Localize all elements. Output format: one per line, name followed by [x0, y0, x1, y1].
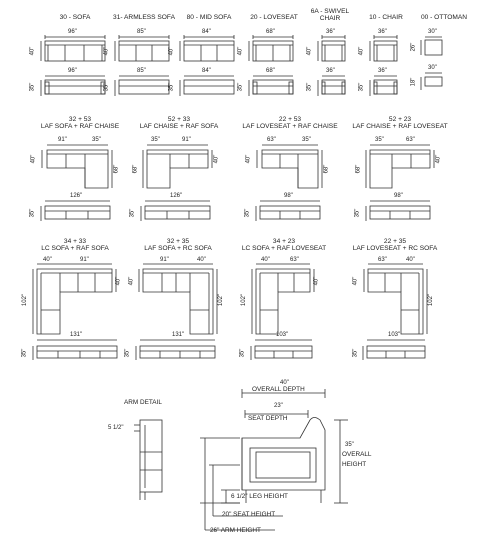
lsect-1-w1: 40" [43, 257, 52, 263]
chaise-4-w2: 63" [406, 137, 415, 143]
sofa-width-front: 96" [68, 68, 77, 74]
armless-sofa-title: 31- ARMLESS SOFA [113, 14, 175, 21]
lsect-2-height: 35" [124, 348, 131, 358]
chaise-4-name: LAF CHAISE + RAF LOVESEAT [352, 123, 448, 130]
chaise-3-depth: 40" [245, 154, 252, 164]
loveseat-height: 35" [237, 82, 244, 92]
lsect-3-height: 35" [239, 348, 246, 358]
mid-sofa-title: 80 - MID SOFA [186, 14, 232, 21]
chaise-1-overall: 126" [70, 193, 83, 199]
lsect-1-side: 102" [22, 293, 29, 307]
swivel-chair-width: 36" [326, 29, 335, 35]
lsect-3-depth: 40" [313, 276, 320, 286]
chaise-1-w2: 35" [92, 137, 101, 143]
lsect-3-w2: 63" [290, 257, 299, 263]
chaise-1-code: 32 + 53 [68, 116, 92, 123]
chaise-4-depth: 40" [435, 154, 442, 164]
lsect-4-name: LAF LOVESEAT + RC SOFA [352, 245, 438, 252]
ottoman-depth: 26" [410, 42, 417, 52]
chaise-sectional-3-drawing [256, 145, 322, 221]
chair-top-view [370, 35, 397, 61]
loveseat-front-view [249, 76, 293, 96]
chair-width-front: 36" [378, 68, 387, 74]
chaise-2-w2: 91" [182, 137, 191, 143]
loveseat-top-view [249, 35, 293, 61]
seat-depth-value: 23" [274, 403, 283, 409]
lsect-4-height: 35" [352, 348, 359, 358]
chair-front-view [370, 76, 397, 96]
chaise-sectional-2-drawing [141, 145, 212, 221]
arm-width-value: 5 1/2" [108, 425, 124, 431]
lsect-3-overall: 103" [276, 332, 289, 338]
lsect-1-code: 34 + 33 [63, 238, 87, 245]
lsect-4-side: 102" [428, 293, 435, 307]
chaise-1-name: LAF SOFA + RAF CHAISE [40, 123, 120, 130]
swivel-chair-title-2: CHAIR [319, 15, 341, 22]
chaise-2-w1: 35" [151, 137, 160, 143]
swivel-chair-height: 35" [306, 82, 313, 92]
l-sectional-3-drawing [251, 264, 314, 360]
lsect-3-w1: 40" [261, 257, 270, 263]
lsect-2-w1: 91" [160, 257, 169, 263]
armless-sofa-height: 35" [103, 82, 110, 92]
swivel-chair-top-view [318, 35, 345, 61]
chaise-3-depth2: 68" [323, 164, 330, 174]
ottoman-width-front: 30" [428, 65, 437, 71]
chair-width: 36" [378, 29, 387, 35]
chaise-3-w1: 63" [267, 137, 276, 143]
l-sectional-2-drawing [136, 264, 217, 360]
lsect-2-code: 32 + 35 [166, 238, 190, 245]
seat-depth-label: SEAT DEPTH [248, 415, 288, 422]
lsect-3-side: 102" [241, 293, 248, 307]
sofa-top-view [41, 35, 105, 61]
lsect-4-code: 22 + 35 [383, 238, 407, 245]
chair-depth: 40" [358, 46, 365, 56]
armless-sofa-top-view [115, 35, 169, 61]
lsect-1-w2: 91" [80, 257, 89, 263]
sofa-height: 35" [29, 82, 36, 92]
ottoman-top-view [421, 37, 442, 55]
overall-height-value: 35" [345, 442, 354, 448]
chaise-4-depth2: 68" [355, 164, 362, 174]
chaise-2-name: LAF CHAISE + RAF SOFA [139, 123, 219, 130]
ottoman-front-view [421, 73, 442, 90]
swivel-chair-depth: 40" [306, 46, 313, 56]
chaise-sectional-4-drawing [366, 145, 434, 221]
chaise-1-depth: 40" [30, 154, 37, 164]
arm-detail-drawing [134, 420, 162, 500]
chaise-2-code: 52 + 33 [167, 116, 191, 123]
lsect-3-name: LC SOFA + RAF LOVESEAT [241, 245, 327, 252]
ottoman-title: 00 - OTTOMAN [420, 14, 468, 21]
chaise-4-w1: 35" [375, 137, 384, 143]
mid-sofa-front-view [180, 76, 234, 96]
lsect-2-side: 102" [218, 293, 225, 307]
mid-sofa-top-view [180, 35, 234, 61]
swivel-chair-title-1: 6A - SWIVEL [310, 8, 350, 15]
chaise-1-depth2: 68" [113, 164, 120, 174]
overall-depth-label: OVERALL DEPTH [252, 386, 305, 393]
chaise-2-overall: 126" [170, 193, 183, 199]
chaise-3-name: LAF LOVESEAT + RAF CHAISE [242, 123, 338, 130]
sofa-title: 30 - SOFA [59, 14, 91, 21]
swivel-chair-front-view [318, 76, 345, 96]
arm-detail-title: ARM DETAIL [124, 399, 162, 406]
lsect-3-code: 34 + 23 [272, 238, 296, 245]
chaise-3-height: 35" [244, 208, 251, 218]
chaise-2-depth: 40" [213, 154, 220, 164]
sofa-width: 96" [68, 29, 77, 35]
lsect-1-name: LC SOFA + RAF SOFA [41, 245, 109, 252]
lsect-1-height: 35" [21, 348, 28, 358]
overall-height-label-1: OVERALL [342, 451, 372, 458]
l-sectional-4-drawing [363, 264, 427, 360]
chaise-2-depth2: 68" [132, 164, 139, 174]
mid-sofa-depth: 40" [168, 46, 175, 56]
loveseat-title: 20 - LOVESEAT [250, 14, 298, 21]
ottoman-width: 30" [428, 29, 437, 35]
loveseat-depth: 40" [237, 46, 244, 56]
sofa-depth: 40" [29, 46, 36, 56]
lsect-1-overall: 131" [70, 332, 83, 338]
chaise-2-height: 35" [129, 208, 136, 218]
chaise-4-height: 35" [354, 208, 361, 218]
chaise-3-w2: 35" [302, 137, 311, 143]
chaise-3-overall: 98" [284, 193, 293, 199]
overall-depth-value: 40" [280, 380, 289, 386]
mid-sofa-height: 35" [168, 82, 175, 92]
chaise-sectional-1-drawing [41, 145, 112, 221]
chaise-3-code: 22 + 53 [278, 116, 302, 123]
loveseat-width: 68" [266, 29, 275, 35]
lsect-2-depth: 40" [128, 276, 135, 286]
chaise-4-code: 52 + 23 [388, 116, 412, 123]
overall-height-label-2: HEIGHT [342, 461, 367, 468]
chair-height: 35" [358, 82, 365, 92]
lsect-4-w2: 40" [406, 257, 415, 263]
side-profile-drawing [200, 386, 348, 530]
l-sectional-1-drawing [33, 264, 117, 360]
chair-title: 10 - CHAIR [369, 14, 403, 21]
chaise-1-height: 35" [29, 208, 36, 218]
armless-sofa-width: 85" [137, 29, 146, 35]
armless-sofa-width-front: 85" [137, 68, 146, 74]
chaise-1-w1: 91" [58, 137, 67, 143]
mid-sofa-width: 84" [202, 29, 211, 35]
armless-sofa-front-view [115, 76, 169, 96]
loveseat-width-front: 68" [266, 68, 275, 74]
lsect-4-w1: 63" [378, 257, 387, 263]
lsect-2-name: LAF SOFA + RC SOFA [144, 245, 212, 252]
leg-height-label: 6 1/2" LEG HEIGHT [231, 493, 288, 500]
lsect-2-w2: 40" [197, 257, 206, 263]
lsect-2-overall: 131" [172, 332, 185, 338]
sofa-front-view [41, 76, 105, 96]
lsect-4-depth: 40" [352, 276, 359, 286]
arm-height-label: 26" ARM HEIGHT [210, 527, 261, 534]
swivel-chair-width-front: 36" [326, 68, 335, 74]
seat-height-label: 20" SEAT HEIGHT [222, 511, 276, 518]
chaise-4-overall: 98" [394, 193, 403, 199]
mid-sofa-width-front: 84" [202, 68, 211, 74]
lsect-1-depth: 40" [115, 276, 122, 286]
ottoman-height: 18" [410, 77, 417, 87]
lsect-4-overall: 103" [388, 332, 401, 338]
armless-sofa-depth: 40" [103, 46, 110, 56]
